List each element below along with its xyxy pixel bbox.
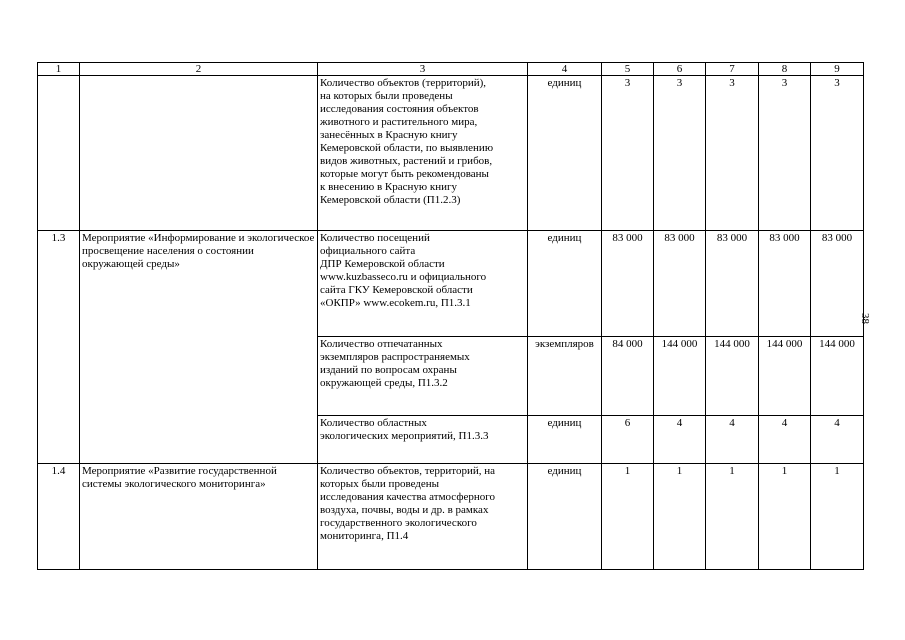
value-cell: 1 bbox=[654, 464, 706, 570]
value-cell: 3 bbox=[654, 76, 706, 231]
value-cell: 83 000 bbox=[706, 231, 759, 337]
header-cell: 9 bbox=[811, 63, 864, 76]
indicators-table bbox=[37, 62, 864, 570]
indicator-cell: Количество областных экологических мероприятий, П1.3.3 bbox=[318, 416, 528, 464]
event-cell: Мероприятие «Информирование и экологическое просвещение населения о состоянии окружающей среды» bbox=[80, 231, 318, 464]
header-cell: 5 bbox=[602, 63, 654, 76]
header-cell: 4 bbox=[528, 63, 602, 76]
header-cell: 3 bbox=[318, 63, 528, 76]
table-row bbox=[38, 231, 864, 337]
value-cell: 83 000 bbox=[602, 231, 654, 337]
value-cell: 1 bbox=[811, 464, 864, 570]
value-cell: 4 bbox=[654, 416, 706, 464]
value-cell: 144 000 bbox=[811, 337, 864, 416]
row-number-cell: 1.4 bbox=[38, 464, 80, 570]
value-cell: 84 000 bbox=[602, 337, 654, 416]
indicator-cell: Количество отпечатанных экземпляров распространяемых изданий по вопросам охраны окружающей среды, П1.3.2 bbox=[318, 337, 528, 416]
event-cell: Мероприятие «Развитие государственной системы экологического мониторинга» bbox=[80, 464, 318, 570]
row-number-cell bbox=[38, 76, 80, 231]
header-cell: 1 bbox=[38, 63, 80, 76]
event-cell bbox=[80, 76, 318, 231]
table-row bbox=[38, 464, 864, 570]
table-row bbox=[38, 76, 864, 231]
value-cell: 4 bbox=[811, 416, 864, 464]
unit-cell: единиц bbox=[528, 76, 602, 231]
value-cell: 1 bbox=[759, 464, 811, 570]
value-cell: 83 000 bbox=[759, 231, 811, 337]
unit-cell: единиц bbox=[528, 416, 602, 464]
indicator-cell: Количество объектов, территорий, на которых были проведены исследования качества атмосферного воздуха, почвы, воды и др. в рамках государственного экологического мониторинга, П1.4 bbox=[318, 464, 528, 570]
header-cell: 7 bbox=[706, 63, 759, 76]
value-cell: 6 bbox=[602, 416, 654, 464]
unit-cell: единиц bbox=[528, 464, 602, 570]
value-cell: 83 000 bbox=[654, 231, 706, 337]
indicator-cell: Количество объектов (территорий), на которых были проведены исследования состояния объектов животного и растительного мира, занесённых в Красную книгу Кемеровской области, по выявлению видов животных, растений и грибов, которые могут быть рекомендованы к внесению в Красную книгу Кемеровской области (П1.2.3) bbox=[318, 76, 528, 231]
value-cell: 144 000 bbox=[654, 337, 706, 416]
header-cell: 6 bbox=[654, 63, 706, 76]
header-cell: 2 bbox=[80, 63, 318, 76]
unit-cell: единиц bbox=[528, 231, 602, 337]
header-cell: 8 bbox=[759, 63, 811, 76]
header-row bbox=[38, 63, 864, 76]
unit-cell: экземпляров bbox=[528, 337, 602, 416]
row-number-cell: 1.3 bbox=[38, 231, 80, 464]
value-cell: 3 bbox=[811, 76, 864, 231]
value-cell: 1 bbox=[706, 464, 759, 570]
value-cell: 83 000 bbox=[811, 231, 864, 337]
value-cell: 3 bbox=[706, 76, 759, 231]
value-cell: 3 bbox=[602, 76, 654, 231]
value-cell: 3 bbox=[759, 76, 811, 231]
page-number: 38 bbox=[859, 313, 871, 324]
value-cell: 4 bbox=[706, 416, 759, 464]
value-cell: 144 000 bbox=[706, 337, 759, 416]
value-cell: 1 bbox=[602, 464, 654, 570]
value-cell: 144 000 bbox=[759, 337, 811, 416]
value-cell: 4 bbox=[759, 416, 811, 464]
indicator-cell: Количество посещений официального сайта ДПР Кемеровской области www.kuzbasseco.ru и официального сайта ГКУ Кемеровской области «ОКПР» www.ecokem.ru, П1.3.1 bbox=[318, 231, 528, 337]
